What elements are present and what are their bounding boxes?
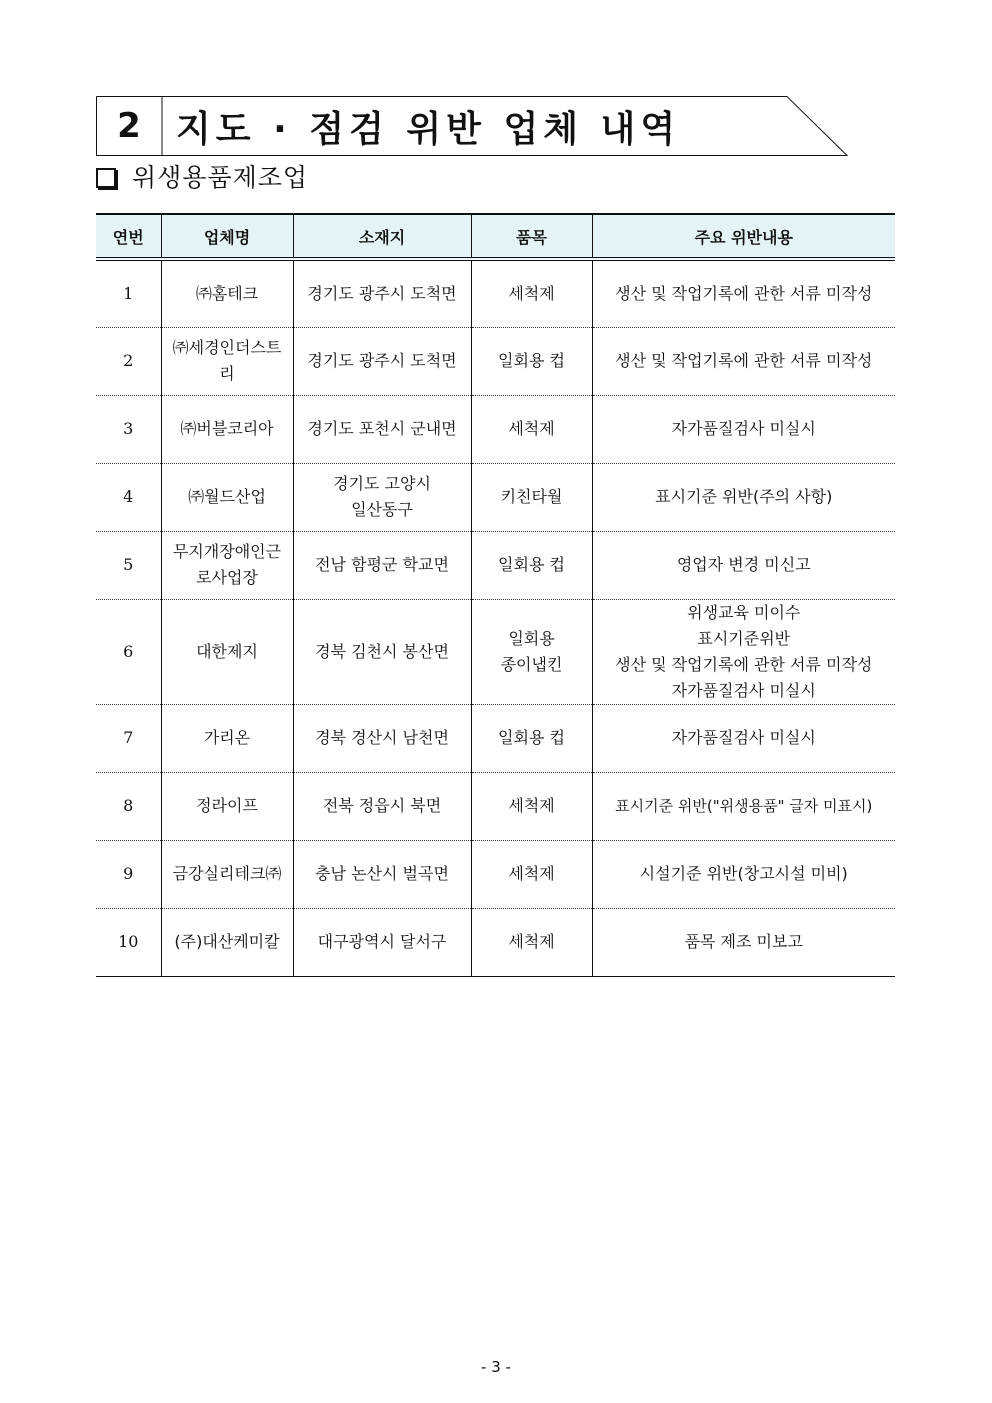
cell-text-line: 일회용 xyxy=(508,628,555,648)
row-number: 7 xyxy=(96,704,161,772)
table-row xyxy=(96,463,895,531)
item-cell xyxy=(471,327,592,395)
cell-text-line: 경기도 포천시 군내면 xyxy=(307,419,457,438)
table-row xyxy=(96,259,895,327)
cell-text-line: 자가품질검사 미실시 xyxy=(671,728,816,747)
company-cell xyxy=(161,599,293,704)
cell-text-line: 생산 및 작업기록에 관한 서류 미작성 xyxy=(615,283,873,303)
cell-text-line: 생산 및 작업기록에 관한 서류 미작성 xyxy=(615,654,873,674)
page-number: - 3 - xyxy=(481,1358,511,1376)
cell-text-line: ㈜월드산업 xyxy=(188,487,266,506)
cell-text-line: 대구광역시 달서구 xyxy=(317,932,447,951)
cell-text-line: 경북 경산시 남천면 xyxy=(315,728,449,747)
violation-cell xyxy=(592,531,895,599)
cell-text-line: 경북 김천시 봉산면 xyxy=(315,641,449,661)
table-row xyxy=(96,531,895,599)
cell-text-line: 경기도 광주시 도척면 xyxy=(307,283,457,303)
row-number: 8 xyxy=(96,772,161,840)
row-number: 5 xyxy=(96,531,161,599)
cell-text-line: 가리온 xyxy=(203,728,251,747)
cell-text-line: 일회용 컵 xyxy=(498,728,565,747)
cell-text-line: 리 xyxy=(219,364,235,383)
cell-text-line: 일회용 컵 xyxy=(498,555,565,574)
table-row xyxy=(96,772,895,840)
row-number: 6 xyxy=(96,599,161,704)
cell-text-line: 시설기준 위반(창고시설 미비) xyxy=(639,864,848,883)
cell-text-line: 경기도 광주시 도척면 xyxy=(307,351,457,370)
location-cell xyxy=(293,259,471,327)
cell-text-line: 표시기준위반 xyxy=(697,628,791,648)
location-cell xyxy=(293,327,471,395)
row-number: 4 xyxy=(96,463,161,531)
location-cell xyxy=(293,772,471,840)
section-number: 2 xyxy=(117,106,141,146)
violation-cell xyxy=(592,463,895,531)
item-cell xyxy=(471,908,592,976)
cell-text-line: 금강실리테크㈜ xyxy=(172,864,282,883)
row-number: 3 xyxy=(96,395,161,463)
header-location: 소재지 xyxy=(293,214,471,259)
cell-text-line: 전북 정읍시 북면 xyxy=(322,796,442,815)
cell-text-line: 세척제 xyxy=(508,932,555,951)
cell-text-line: 종이냅킨 xyxy=(500,654,563,674)
violations-table xyxy=(96,213,895,977)
category-label: 위생용품제조업 xyxy=(132,163,309,192)
location-cell xyxy=(293,840,471,908)
company-cell xyxy=(161,772,293,840)
company-cell xyxy=(161,259,293,327)
table-header-row xyxy=(96,214,895,259)
company-cell xyxy=(161,531,293,599)
cell-text-line: 품목 제조 미보고 xyxy=(684,932,803,951)
cell-text-line: 키친타월 xyxy=(500,487,563,506)
location-cell xyxy=(293,599,471,704)
cell-text-line: 세척제 xyxy=(508,419,555,438)
item-cell xyxy=(471,463,592,531)
location-cell xyxy=(293,463,471,531)
violation-cell xyxy=(592,327,895,395)
row-number: 10 xyxy=(96,908,161,976)
location-cell xyxy=(293,704,471,772)
company-cell xyxy=(161,908,293,976)
row-number: 2 xyxy=(96,327,161,395)
cell-text-line: 일회용 컵 xyxy=(498,351,565,370)
cell-text-line: 전남 함평군 학교면 xyxy=(315,555,449,574)
item-cell xyxy=(471,531,592,599)
cell-text-line: 세척제 xyxy=(508,796,555,815)
violation-cell xyxy=(592,259,895,327)
row-number: 9 xyxy=(96,840,161,908)
item-cell xyxy=(471,599,592,704)
cell-text-line: 로사업장 xyxy=(196,568,258,587)
cell-text-line: 표시기준 위반(주의 사항) xyxy=(655,487,833,506)
table-row xyxy=(96,599,895,704)
category-heading xyxy=(96,160,308,192)
violation-cell xyxy=(592,704,895,772)
company-cell xyxy=(161,327,293,395)
cell-text-line: 경기도 고양시 xyxy=(333,474,431,493)
cell-text-line: 대한제지 xyxy=(196,641,258,661)
checkbox-icon xyxy=(96,168,116,188)
item-cell xyxy=(471,259,592,327)
table-row xyxy=(96,327,895,395)
item-cell xyxy=(471,395,592,463)
item-cell xyxy=(471,704,592,772)
violation-cell xyxy=(592,599,895,704)
section-title: 지도 · 점검 위반 업체 내역 xyxy=(176,108,681,150)
item-cell xyxy=(471,772,592,840)
cell-text-line: 세척제 xyxy=(508,283,555,303)
company-cell xyxy=(161,395,293,463)
violation-cell xyxy=(592,395,895,463)
location-cell xyxy=(293,908,471,976)
cell-text-line: 자가품질검사 미실시 xyxy=(671,680,816,700)
header-violation: 주요 위반내용 xyxy=(592,214,895,259)
cell-text-line: 정라이프 xyxy=(196,796,258,815)
cell-text-line: 세척제 xyxy=(508,864,555,883)
table-row xyxy=(96,395,895,463)
row-number: 1 xyxy=(96,259,161,327)
table-row xyxy=(96,840,895,908)
location-cell xyxy=(293,395,471,463)
table-row xyxy=(96,704,895,772)
section-banner xyxy=(96,96,848,156)
header-no: 연번 xyxy=(96,214,161,259)
cell-text-line: 충남 논산시 벌곡면 xyxy=(315,864,449,883)
header-item: 품목 xyxy=(471,214,592,259)
cell-text-line: 자가품질검사 미실시 xyxy=(671,419,816,438)
violation-cell xyxy=(592,772,895,840)
company-cell xyxy=(161,704,293,772)
cell-text-line: ㈜홈테크 xyxy=(195,283,259,303)
header-company: 업체명 xyxy=(161,214,293,259)
cell-text-line: 일산동구 xyxy=(351,500,413,519)
cell-text-line: (주)대산케미칼 xyxy=(174,932,280,951)
company-cell xyxy=(161,840,293,908)
cell-text-line: 표시기준 위반("위생용품" 글자 미표시) xyxy=(615,797,873,815)
item-cell xyxy=(471,840,592,908)
cell-text-line: 영업자 변경 미신고 xyxy=(676,555,811,574)
table-row xyxy=(96,908,895,976)
cell-text-line: ㈜세경인더스트 xyxy=(172,338,282,357)
violation-cell xyxy=(592,908,895,976)
cell-text-line: 위생교육 미이수 xyxy=(687,602,801,622)
cell-text-line: 생산 및 작업기록에 관한 서류 미작성 xyxy=(615,351,873,370)
location-cell xyxy=(293,531,471,599)
company-cell xyxy=(161,463,293,531)
violation-cell xyxy=(592,840,895,908)
cell-text-line: 무지개장애인근 xyxy=(172,542,282,561)
cell-text-line: ㈜버블코리아 xyxy=(180,419,274,438)
